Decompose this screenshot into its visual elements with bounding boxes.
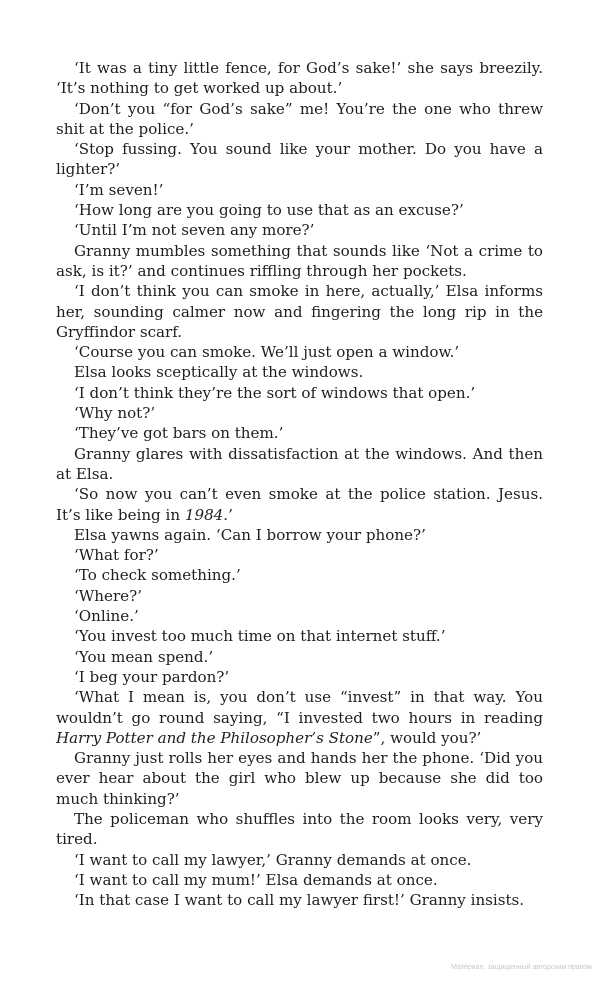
paragraph-text: ‘Until I’m not seven any more?’ — [74, 221, 315, 240]
paragraph — [56, 870, 543, 890]
paragraph-text: ‘You mean spend.’ — [74, 647, 214, 666]
paragraph-text: ‘Course you can smoke. We’ll just open a window.’ — [74, 343, 460, 362]
paragraph-text: Granny just rolls her eyes and hands her the phone. ‘Did you ever hear about the girl who blew up because she did too much thinking?’ — [56, 749, 543, 808]
paragraph-text: ‘How long are you going to use that as an excuse?’ — [74, 201, 464, 220]
paragraph-text: ‘Why not?’ — [74, 404, 156, 423]
paragraph-text: ‘Don’t you “for God’s sake” me! You’re the one who threw shit at the police.’ — [56, 99, 543, 138]
paragraph-text: ‘Online.’ — [74, 607, 139, 626]
paragraph — [56, 220, 543, 240]
paragraph — [56, 241, 543, 282]
paragraph-text: ‘What for?’ — [74, 546, 159, 565]
paragraph-text: ’ — [228, 505, 233, 524]
paragraph — [56, 484, 543, 525]
paragraph — [56, 687, 543, 748]
paragraph — [56, 383, 543, 403]
paragraph-text: ‘I don’t think they’re the sort of windows that open.’ — [74, 383, 476, 402]
paragraph — [56, 606, 543, 626]
paragraph — [56, 423, 543, 443]
paragraph-text: ‘I don’t think you can smoke in here, actually,’ Elsa informs her, sounding calmer now and fingering the long rip in the Gryffindor scarf. — [56, 282, 543, 341]
paragraph — [56, 667, 543, 687]
paragraph — [56, 565, 543, 585]
italic-title: Harry Potter and the Philosopher’s Stone — [56, 728, 373, 747]
paragraph-text: ‘Stop fussing. You sound like your mother. Do you have a lighter?’ — [56, 140, 543, 179]
paragraph — [56, 58, 543, 99]
paragraph-text: ‘You invest too much time on that internet stuff.’ — [74, 627, 446, 646]
paragraph — [56, 525, 543, 545]
paragraph — [56, 281, 543, 342]
paragraph — [56, 99, 543, 140]
paragraph-text: Granny mumbles something that sounds like ‘Not a crime to ask, is it?’ and continues riffling through her pockets. — [56, 241, 543, 280]
paragraph — [56, 403, 543, 423]
paragraph-text: ‘What I mean is, you don’t use “invest” in that way. You wouldn’t go round saying, “I invested two hours in reading — [56, 688, 543, 727]
italic-title: 1984. — [184, 505, 229, 524]
paragraph — [56, 809, 543, 850]
paragraph-text: Elsa looks sceptically at the windows. — [74, 363, 364, 382]
paragraph-text: ‘To check something.’ — [74, 566, 241, 585]
paragraph-text: ”, would you?’ — [372, 728, 482, 747]
paragraph-text: ‘So now you can’t even smoke at the police station. Jesus. It’s like being in — [56, 485, 543, 524]
paragraph — [56, 444, 543, 485]
paragraph-text: ‘Where?’ — [74, 586, 143, 605]
paragraph-text: ‘I want to call my lawyer,’ Granny demands at once. — [74, 850, 472, 869]
paragraph — [56, 180, 543, 200]
paragraph-text: ‘In that case I want to call my lawyer first!’ Granny insists. — [74, 891, 525, 910]
copyright-watermark: Материал, защищенный авторским правом — [451, 964, 592, 971]
paragraph-text: ‘I’m seven!’ — [74, 180, 164, 199]
paragraph — [56, 748, 543, 809]
paragraph-text: ‘I beg your pardon?’ — [74, 667, 230, 686]
paragraph — [56, 647, 543, 667]
paragraph — [56, 362, 543, 382]
paragraph — [56, 850, 543, 870]
paragraph-text: ‘It was a tiny little fence, for God’s sake!’ she says breezily. ‘It’s nothing to get worked up about.’ — [56, 59, 543, 98]
paragraph-text: The policeman who shuffles into the room looks very, very tired. — [56, 809, 543, 849]
paragraph — [56, 139, 543, 180]
paragraph-text: Elsa yawns again. ‘Can I borrow your phone?’ — [74, 525, 426, 544]
paragraph — [56, 626, 543, 646]
paragraph-text: ‘They’ve got bars on them.’ — [74, 424, 284, 443]
paragraph — [56, 586, 543, 606]
paragraph-text: ‘I want to call my mum!’ Elsa demands at once. — [74, 870, 438, 889]
paragraph — [56, 342, 543, 362]
paragraph — [56, 890, 543, 910]
paragraph — [56, 200, 543, 220]
paragraph-text: Granny glares with dissatisfaction at the windows. And then at Elsa. — [56, 444, 543, 483]
book-page-text — [56, 58, 543, 910]
paragraph — [56, 545, 543, 565]
